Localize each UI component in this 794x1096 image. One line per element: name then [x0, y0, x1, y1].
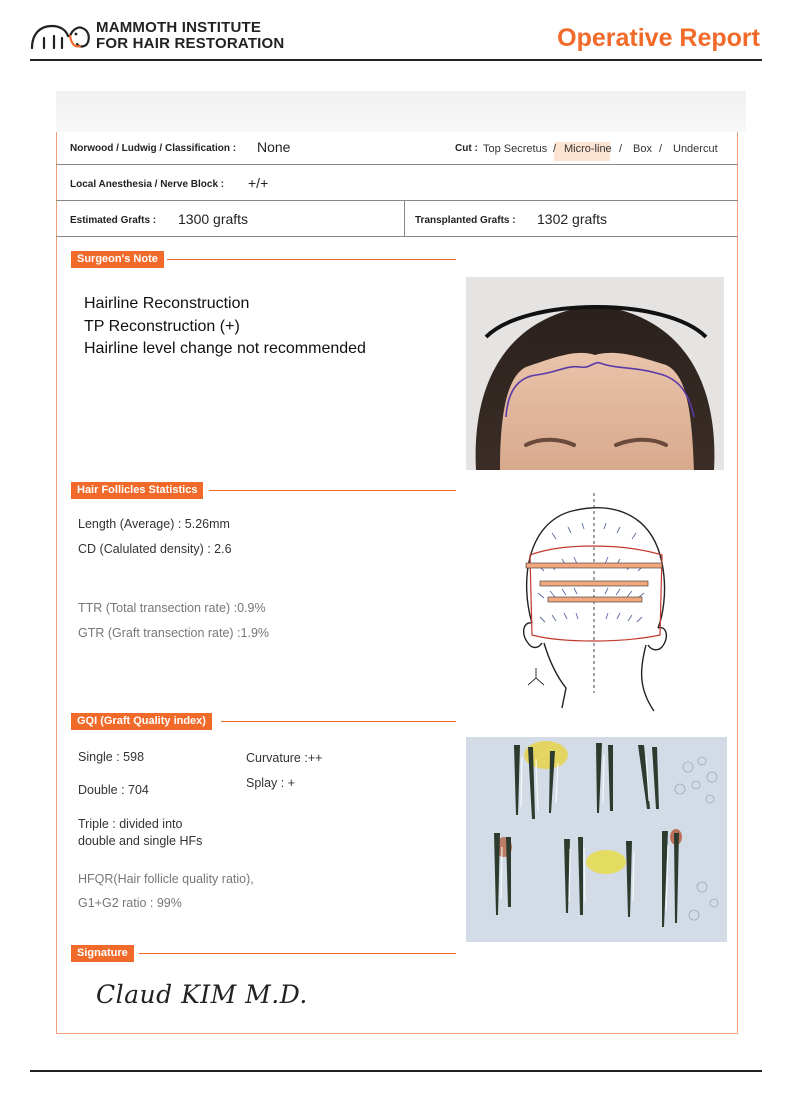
section-rule	[221, 721, 456, 722]
cut-option-micro-line: Micro-line	[564, 143, 612, 155]
note-line-1: Hairline Reconstruction	[84, 295, 250, 312]
anesthesia-value: +/+	[248, 175, 269, 191]
hfqr-line-1: HFQR(Hair follicle quality ratio),	[78, 872, 254, 886]
row-divider	[56, 236, 738, 237]
row-divider	[56, 164, 738, 165]
gqi-single: Single : 598	[78, 750, 145, 764]
section-rule	[139, 953, 456, 954]
institute-line-2: FOR HAIR RESTORATION	[96, 35, 285, 52]
follicle-photo	[466, 737, 727, 942]
transplanted-grafts-value: 1302 grafts	[537, 211, 608, 227]
section-rule	[167, 259, 456, 260]
note-line-2: TP Reconstruction (+)	[84, 318, 240, 335]
institute-name	[96, 20, 284, 52]
mammoth-logo-icon	[30, 20, 92, 52]
row-divider	[56, 200, 738, 201]
gqi-triple-line-2: double and single HFs	[78, 834, 203, 848]
classification-value: None	[257, 139, 291, 155]
cut-separator: /	[619, 143, 623, 155]
transplanted-grafts-label: Transplanted Grafts :	[415, 215, 516, 226]
hfqr-line-2: G1+G2 ratio : 99%	[78, 896, 182, 910]
estimated-grafts-value: 1300 grafts	[178, 211, 249, 227]
section-rule	[209, 490, 456, 491]
grafts-divider	[404, 201, 405, 236]
graft-transection-rate: GTR (Graft transection rate) :1.9%	[78, 626, 270, 640]
length-average: Length (Average) : 5.26mm	[78, 517, 230, 531]
cut-option-undercut: Undercut	[673, 143, 718, 155]
surgeons-note-tag: Surgeon's Note	[71, 251, 164, 268]
cut-separator: /	[553, 143, 557, 155]
cut-option-top-secretus: Top Secretus	[483, 143, 548, 155]
institute-line-1: MAMMOTH INSTITUTE	[96, 19, 262, 36]
gqi-tag: GQI (Graft Quality index)	[71, 713, 212, 730]
calculated-density: CD (Calulated density) : 2.6	[78, 542, 232, 556]
cut-separator: /	[659, 143, 663, 155]
forehead-photo	[466, 277, 724, 470]
total-transection-rate: TTR (Total transection rate) :0.9%	[78, 601, 266, 615]
note-line-3: Hairline level change not recommended	[84, 340, 366, 357]
gqi-curvature: Curvature :++	[246, 751, 323, 765]
estimated-grafts-label: Estimated Grafts :	[70, 215, 157, 226]
bottom-divider	[30, 1070, 762, 1072]
classification-label: Norwood / Ludwig / Classification :	[70, 143, 237, 154]
hair-follicles-statistics-tag: Hair Follicles Statistics	[71, 482, 203, 499]
grey-header-band	[56, 91, 746, 132]
top-divider	[30, 59, 762, 61]
cut-label: Cut :	[455, 143, 478, 154]
scalp-diagram	[512, 493, 672, 713]
signature-tag: Signature	[71, 945, 134, 962]
cut-option-box: Box	[633, 143, 652, 155]
gqi-splay: Splay : +	[246, 776, 295, 790]
gqi-double: Double : 704	[78, 783, 149, 797]
gqi-triple-line-1: Triple : divided into	[78, 817, 183, 831]
report-title: Operative Report	[557, 24, 760, 52]
anesthesia-label: Local Anesthesia / Nerve Block :	[70, 179, 225, 190]
signature: Claud KIM M.D.	[96, 980, 308, 1009]
